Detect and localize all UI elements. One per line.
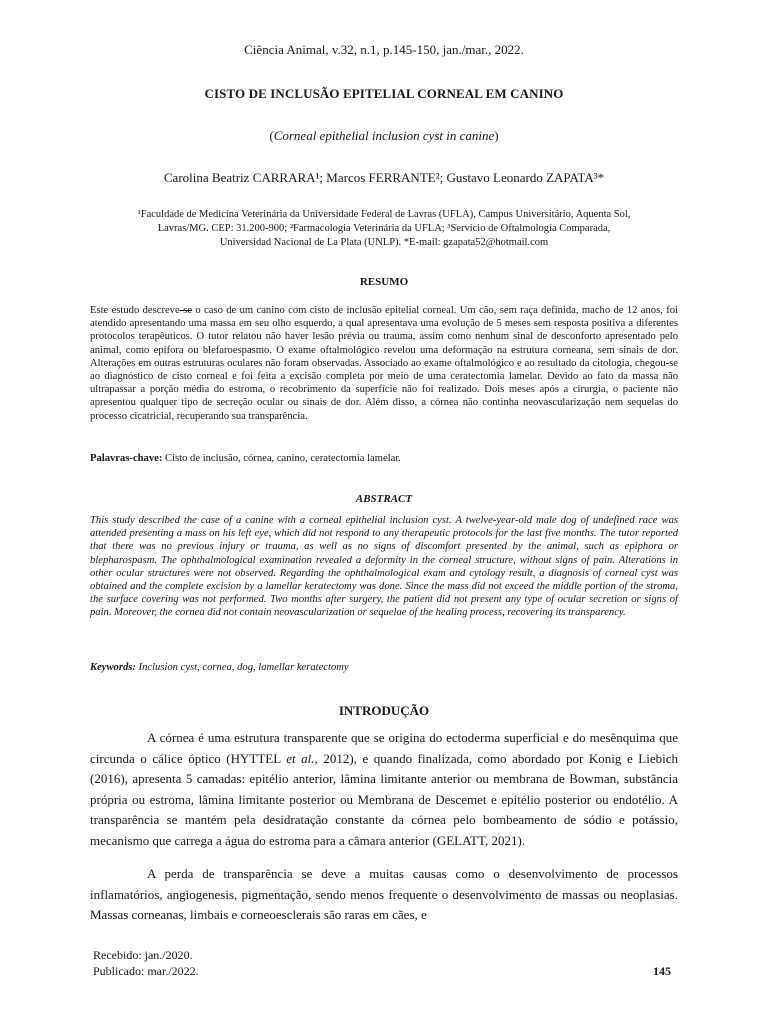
palavras-chave-list: Cisto de inclusão, córnea, canino, ceratectomia lamelar. bbox=[162, 453, 401, 464]
intro-paragraph-1 bbox=[90, 728, 678, 851]
resumo-body: o caso de um canino com cisto de inclusão epitelial corneal. Um cão, sem raça definida, macho de 12 anos, foi atendido apresentando uma massa em seu olho esquerdo, a qual apresentava uma evolução de 5 meses sem resposta positiva a diferentes protocolos terapêuticos. O tutor relatou não haver lesão prévia ou trauma, assim como nenhum sinal de desconforto apresentado pelo animal, como epífora ou blefaroespasmo. O exame oftalmológico revelou uma deformação na estrutura corneana, sem sinais de dor. Alterações em outras estruturas oculares não foram observadas. Associado ao exame oftalmológico e ao resultado da citologia, chegou-se ao diagnóstico de cisto corneal e foi feita a excisão completa por meio de uma ceratectomia lamelar. Devido ao fato da massa não ultrapassar a porção média do estroma, o recobrimento da superfície não foi realizado. Dois meses após a cirurgia, o paciente não apresentou qualquer tipo de secreção ocular ou sinais de dor. Além disso, a córnea não continha neovascularização nem sequelas do processo cicatricial, recuperando sua transparência. bbox=[90, 305, 679, 422]
author-list: Carolina Beatriz CARRARA¹; Marcos FERRANTE²; Gustavo Leonardo ZAPATA³* bbox=[163, 170, 605, 185]
resumo-heading: RESUMO bbox=[359, 276, 409, 288]
keywords-label: Keywords: bbox=[90, 662, 136, 673]
resumo-text bbox=[90, 304, 678, 423]
paren-close: ) bbox=[494, 128, 499, 143]
intro-p1-part-a: A córnea é uma estrutura transparente que se origina do ectoderma superficial e do mesênquima que circunda o cálice óptico (HYTTEL bbox=[90, 730, 678, 766]
keywords bbox=[90, 661, 678, 674]
palavras-chave-label: Palavras-chave: bbox=[90, 453, 163, 464]
resumo-struck-text: -se bbox=[179, 305, 193, 316]
intro-p2-text: A perda de transparência se deve a muitas causas como o desenvolvimento de processos inflamatórios, angiogenesis, pigmentação, sendo menos frequente o desenvolvimento de massas ou neoplasias. Massas corneanas, limbais e corneoesclerais são raras em cães, e bbox=[90, 866, 678, 922]
journal-citation: Ciência Animal, v.32, n.1, p.145-150, jan./mar., 2022. bbox=[244, 42, 524, 57]
affiliation-line: Universidad Nacional de La Plata (UNLP). *E-mail: gzapata52@hotmail.com bbox=[219, 237, 549, 248]
footer-dates bbox=[93, 947, 199, 979]
intro-p1-et-al: et al. bbox=[286, 750, 315, 766]
intro-paragraph-2 bbox=[90, 864, 678, 926]
page-number: 145 bbox=[653, 964, 671, 978]
abstract-heading: ABSTRACT bbox=[355, 493, 413, 505]
palavras-chave bbox=[90, 452, 678, 465]
resumo-lead: Este estudo descreve bbox=[90, 305, 180, 316]
introducao-heading: INTRODUÇÃO bbox=[338, 703, 430, 718]
received-date: Recebido: jan./2020. bbox=[93, 948, 193, 962]
affiliations bbox=[90, 208, 678, 250]
intro-p1-part-b: , 2012), e quando finalizada, como abordado por Konig e Liebich (2016), apresenta 5 camadas: epitélio anterior, lâmina limitante anterior ou membrana de Bowman, substância própria ou estroma, lâmina limitante posterior ou Membrana de Descemet e epitélio posterior ou endotélio. A transparência se mantém pela desidratação constante da córnea pelo bombeamento de sódio e potássio, mecanismo que carrega a água do estroma para a câmara anterior (GELATT, 2021). bbox=[90, 750, 679, 848]
article-title: CISTO DE INCLUSÃO EPITELIAL CORNEAL EM CANINO bbox=[204, 86, 564, 101]
english-title bbox=[0, 128, 768, 144]
affiliation-line: ¹Faculdade de Medicina Veterinária da Universidade Federal de Lavras (UFLA), Campus Universitário, Aquenta Sol, bbox=[137, 209, 631, 220]
abstract-text: This study described the case of a canine with a corneal epithelial inclusion cyst. A twelve-year-old male dog of undefined race was attended presenting a mass on his left eye, which did not respond to any therapeutic protocols for the last five months. The tutor reported that there was no previous injury or trauma, as well as no signs of discomfort presented by the animal, such as epiphora or blepharospasm. The ophthalmological examination revealed a deformity in the corneal structure, without signs of pain. Alterations in other ocular structures were not observed. Regarding the ophthalmological exam and cytology result, a diagnosis of corneal cyst was obtained and the complete excision by a lamellar keratectomy was done. Since the mass did not exceed the middle portion of the stroma, the surface covering was not performed. Two months after surgery, the patient did not present any type of ocular secretion or signs of pain. Moreover, the cornea did not contain neovascularization or sequelae of the healing process, recovering its transparency. bbox=[90, 515, 678, 619]
keywords-list: Inclusion cyst, cornea, dog, lamellar keratectomy bbox=[135, 662, 349, 673]
paren-open: ( bbox=[269, 128, 274, 143]
affiliation-line: Lavras/MG. CEP: 31.200-900; ²Farmacologia Veterinária da UFLA; ³Servicio de Oftalmología Comparada, bbox=[157, 223, 611, 234]
published-date: Publicado: mar./2022. bbox=[93, 964, 199, 978]
english-title-text: Corneal epithelial inclusion cyst in canine bbox=[273, 128, 495, 143]
